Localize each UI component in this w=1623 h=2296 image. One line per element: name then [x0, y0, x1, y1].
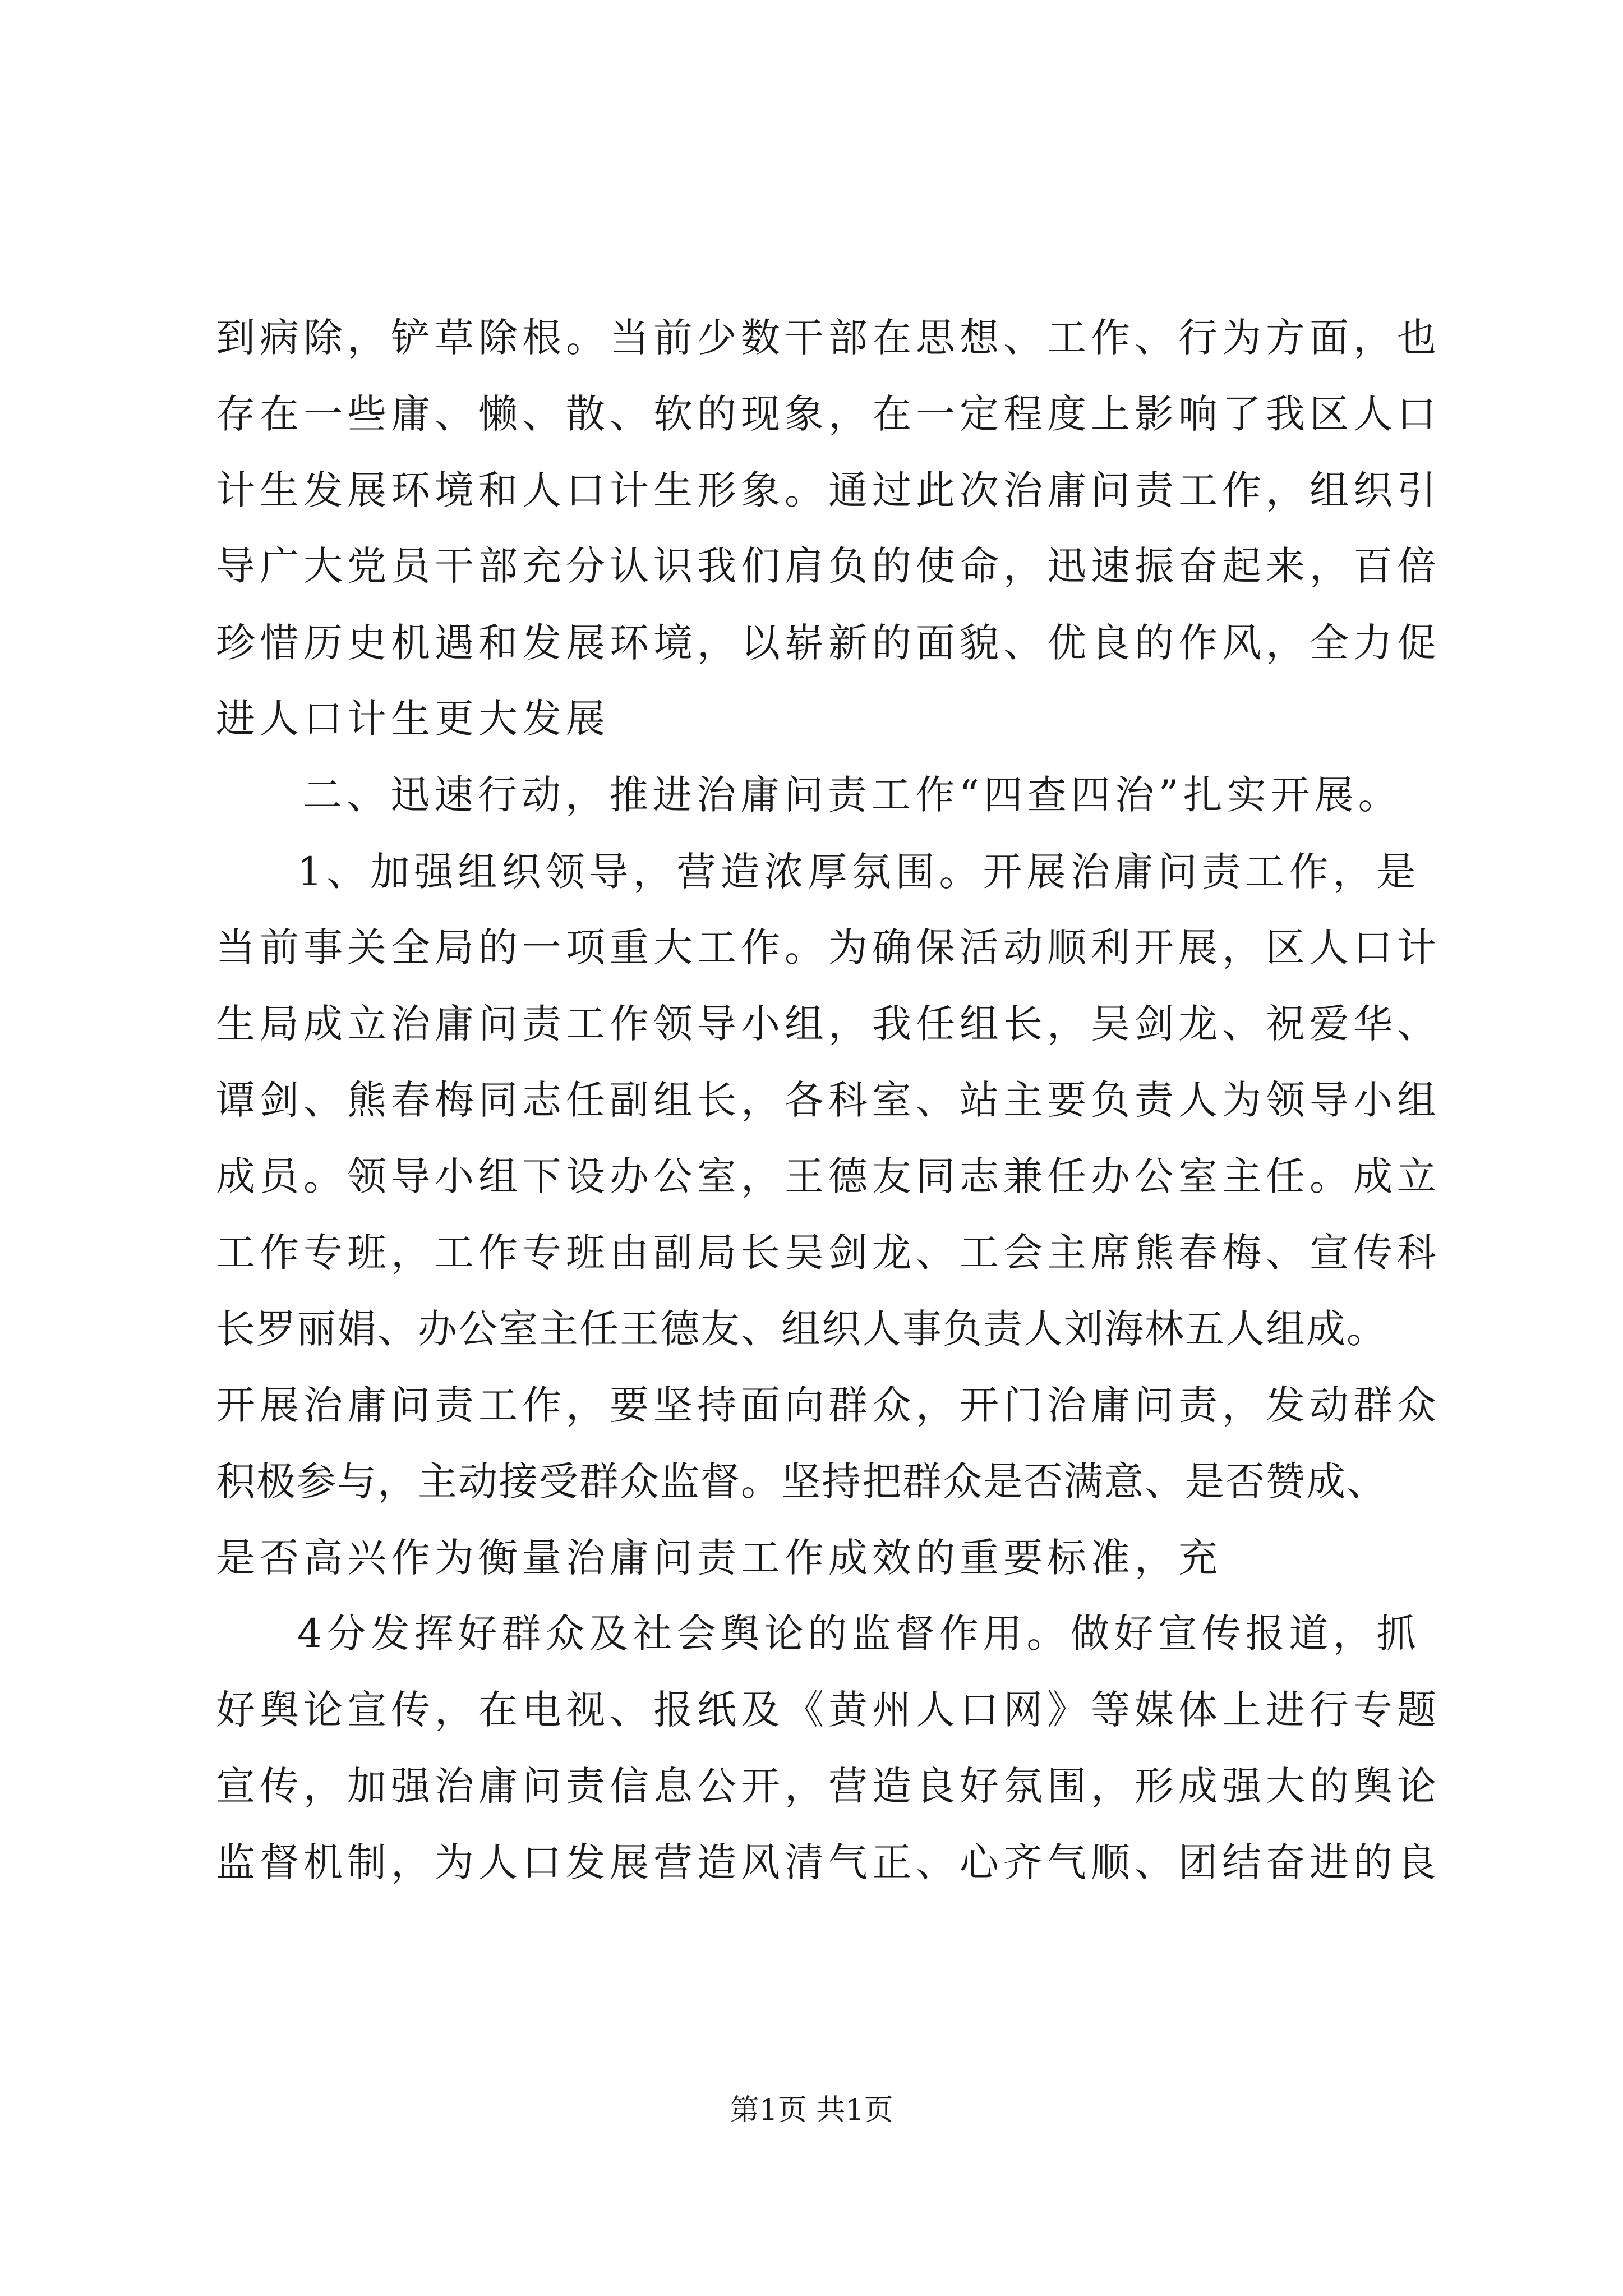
- section-heading: 二、迅速行动，推进治庸问责工作“四查四治”扎实开展。: [303, 772, 1402, 818]
- text-line: 工作专班，工作专班由副局长吴剑龙、工会主席熊春梅、宣传科: [216, 1230, 1441, 1276]
- text-line: 监督机制，为人口发展营造风清气正、心齐气顺、团结奋进的良: [216, 1839, 1441, 1885]
- text-line: 导广大党员干部充分认识我们肩负的使命，迅速振奋起来，百倍: [216, 543, 1441, 589]
- text-line: 积极参与，主动接受群众监督。坚持把群众是否满意、是否赞成、: [216, 1458, 1387, 1504]
- text-line: 成员。领导小组下设办公室，王德友同志兼任办公室主任。成立: [216, 1153, 1441, 1199]
- text-line: 谭剑、熊春梅同志任副组长，各科室、站主要负责人为领导小组: [216, 1077, 1441, 1123]
- text-line: 进人口计生更大发展: [216, 696, 610, 742]
- text-line: 珍惜历史机遇和发展环境，以崭新的面貌、优良的作风，全力促: [216, 620, 1441, 666]
- page-number-footer: 第1页 共1页: [730, 2093, 893, 2127]
- text-line: 到病除，铲草除根。当前少数干部在思想、工作、行为方面，也: [216, 315, 1441, 361]
- text-line: 当前事关全局的一项重大工作。为确保活动顺利开展，区人口计: [216, 924, 1441, 970]
- text-line: 计生发展环境和人口计生形象。通过此次治庸问责工作，组织引: [216, 467, 1441, 513]
- text-line: 是否高兴作为衡量治庸问责工作成效的重要标准，充: [216, 1535, 1222, 1581]
- text-line: 1、加强组织领导，营造浓厚氛围。开展治庸问责工作，是: [297, 849, 1421, 895]
- text-line: 好舆论宣传，在电视、报纸及《黄州人口网》等媒体上进行专题: [216, 1687, 1441, 1733]
- text-line: 长罗丽娟、办公室主任王德友、组织人事负责人刘海林五人组成。: [216, 1306, 1387, 1352]
- text-line: 存在一些庸、懒、散、软的现象，在一定程度上影响了我区人口: [216, 391, 1441, 437]
- text-line: 宣传，加强治庸问责信息公开，营造良好氛围，形成强大的舆论: [216, 1763, 1441, 1809]
- text-line: 4分发挥好群众及社会舆论的监督作用。做好宣传报道，抓: [297, 1611, 1421, 1657]
- text-line: 生局成立治庸问责工作领导小组，我任组长，吴剑龙、祝爱华、: [216, 1001, 1441, 1047]
- text-line: 开展治庸问责工作，要坚持面向群众，开门治庸问责，发动群众: [216, 1382, 1441, 1428]
